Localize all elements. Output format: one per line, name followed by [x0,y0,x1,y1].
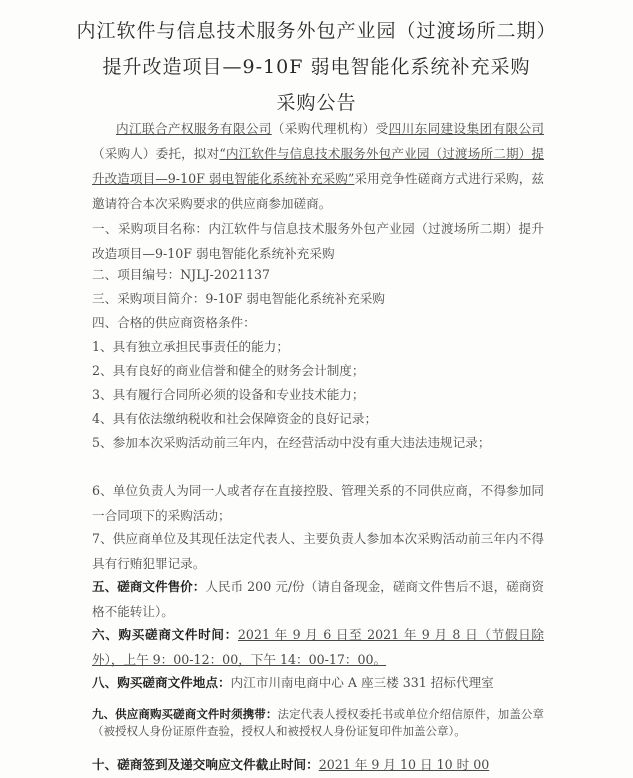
requirement-3: 3、具有履行合同所必须的设备和专业技术能力； [92,387,365,402]
section-3-value: 9-10F 弱电智能化系统补充采购 [205,291,385,306]
section-6-value: 2021 年 9 月 6 日至 2021 年 9 月 8 日（节假日除外），上午 9：00-12：00，下午 14：00-17：00。 [92,627,545,667]
title-line-3: 采购公告 [276,92,357,114]
intro-paragraph [92,116,544,216]
section-10 [92,752,544,777]
requirement-6: 6、单位负责人为同一人或者存在直接控股、管理关系的不同供应商，不得参加同一合同项下的采购活动； [92,483,544,523]
section-8-label: 八、购买磋商文件地点： [92,675,231,690]
buyer-name: 四川东同建设集团有限公司 [388,121,545,136]
title-line-2: 提升改造项目—9-10F 弱电智能化系统补充采购 [102,56,531,78]
section-1-value: 内江软件与信息技术服务外包产业园（过渡场所二期）提升改造项目—9-10F 弱电智能化系统补充采购 [92,221,545,261]
agent-name: 内江联合产权服务有限公司 [116,121,272,136]
section-2-value: NJLJ-2021137 [180,267,270,282]
requirement-7: 7、供应商单位及其现任法定代表人、主要负责人参加本次采购活动前三年内不得具有行贿犯罪记录。 [92,531,544,571]
section-8 [92,670,544,695]
section-2 [92,262,544,287]
requirement-1: 1、具有独立承担民事责任的能力； [92,339,289,354]
section-5-value: 人民币 200 元/份（请自备现金，磋商文件售后不退，磋商资格不能转让）。 [92,579,544,619]
section-2-label: 二、项目编号： [92,267,181,282]
intro-text-2: （采购人）委托，拟对 [92,146,220,161]
intro-text-3: 采用竞争性磋商方式进行采购，兹邀请符合本次采购要求的供应商参加磋商。 [92,171,544,211]
section-3-label: 三、采购项目简介： [92,291,206,306]
section-1-label: 一、采购项目名称： [92,221,209,236]
section-5 [92,574,544,624]
section-6 [92,622,544,672]
requirement-5: 5、参加本次采购活动前三年内，在经营活动中没有重大违法违规记录； [92,435,491,450]
section-4-label: 四、合格的供应商资格条件： [92,315,256,330]
project-name: “内江软件与信息技术服务外包产业园（过渡场所二期）提升改造项目—9-10F 弱电智能化系统补充采购” [92,146,544,186]
section-9 [92,706,544,740]
intro-text-1: （采购代理机构）受 [271,121,389,136]
section-10-label: 十、磋商签到及递交响应文件截止时间： [92,757,319,772]
section-8-value: 内江市川南电商中心 A 座三楼 331 招标代理室 [230,675,494,690]
section-6-label: 六、购买磋商文件时间： [92,627,238,642]
section-3 [92,286,544,311]
section-9-label: 九、供应商购买磋商文件时须携带： [92,707,278,721]
section-10-value: 2021 年 9 月 10 日 10 时 00 [318,757,490,772]
section-5-label: 五、磋商文件售价： [92,579,206,594]
requirement-2: 2、具有良好的商业信誉和健全的财务会计制度； [92,363,365,378]
requirement-4: 4、具有依法缴纳税收和社会保障资金的良好记录； [92,411,378,426]
section-9-value: 法定代表人授权委托书或单位介绍信原件，加盖公章（被授权人身份证原件查验，授权人和被授权人身份证复印件加盖公章）。 [92,707,545,738]
title-line-1: 内江软件与信息技术服务外包产业园（过渡场所二期） [76,20,557,42]
section-1 [92,216,544,266]
